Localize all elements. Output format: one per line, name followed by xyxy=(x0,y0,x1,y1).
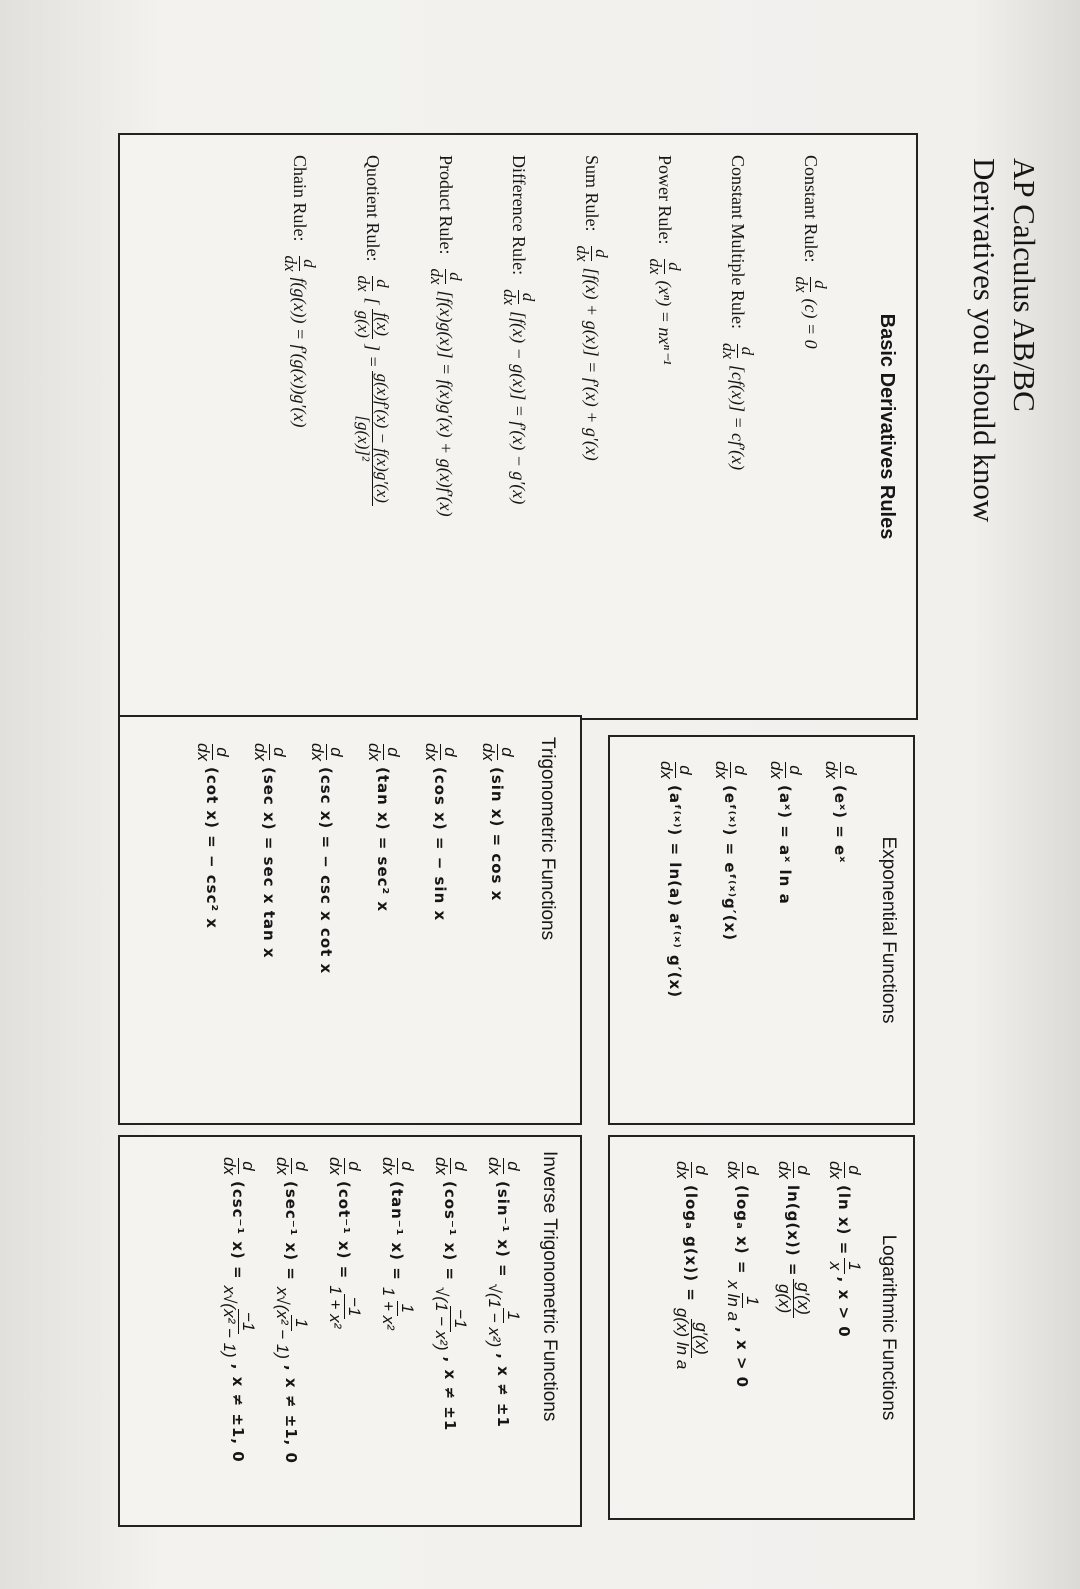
rule-label: Product Rule: xyxy=(436,155,456,255)
denominator: dx xyxy=(365,743,384,761)
numerator: d xyxy=(664,259,683,274)
fraction xyxy=(427,266,464,288)
numerator: d xyxy=(518,290,537,305)
denominator: x√(x² − 1) xyxy=(220,1285,239,1358)
denominator: dx xyxy=(308,743,327,761)
formula-text: (sin⁻¹ x) = xyxy=(494,1180,513,1278)
formula-text: (sec x) = sec x tan x xyxy=(260,766,279,959)
formula-text: (tan⁻¹ x) = xyxy=(388,1180,407,1281)
numerator: d xyxy=(344,1158,363,1173)
denominator: dx xyxy=(422,743,441,761)
fraction xyxy=(432,1284,469,1354)
rule-label: Constant Multiple Rule: xyxy=(728,155,748,329)
formula-text: (sin x) = cos x xyxy=(488,766,507,902)
formula-text: (c) = 0 xyxy=(801,298,821,349)
denominator: dx xyxy=(822,761,841,779)
formula-row xyxy=(792,155,829,698)
numerator: g′(x) xyxy=(793,1279,812,1317)
fraction xyxy=(354,371,391,506)
denominator: x xyxy=(826,1261,845,1271)
numerator: g′(x) xyxy=(691,1319,710,1357)
numerator: d xyxy=(291,1158,310,1173)
formula-row xyxy=(365,737,402,1103)
fraction xyxy=(775,1279,812,1317)
rule-label: Sum Rule: xyxy=(582,155,602,232)
formula-text: (cot⁻¹ x) = xyxy=(335,1180,354,1280)
denominator: dx xyxy=(500,289,519,306)
formula-text: (aˣ) = aˣ ln a xyxy=(776,784,795,905)
denominator: dx xyxy=(432,1157,451,1175)
fraction xyxy=(822,758,859,782)
denominator: √(1 − x²) xyxy=(485,1283,504,1348)
formula-row xyxy=(354,155,391,698)
denominator: g(x) ln a xyxy=(673,1307,692,1370)
formula-text: ] = xyxy=(363,343,383,368)
numerator: d xyxy=(445,269,464,284)
fraction xyxy=(826,1258,863,1273)
denominator: dx xyxy=(379,1157,398,1175)
formula-text: (sec⁻¹ x) = xyxy=(282,1180,301,1281)
numerator: g(x)f′(x) − f(x)g′(x) xyxy=(372,371,391,506)
numerator: d xyxy=(691,1162,710,1177)
fraction xyxy=(281,253,318,275)
fraction xyxy=(724,1158,761,1182)
formula-row xyxy=(273,1151,310,1511)
denominator: g(x) xyxy=(354,310,373,338)
numerator: d xyxy=(212,744,231,759)
formula-row xyxy=(822,755,859,1105)
denominator: dx xyxy=(719,343,738,360)
formula-row xyxy=(308,737,345,1103)
denominator: dx xyxy=(326,1157,345,1175)
fraction xyxy=(485,1154,522,1178)
denominator: dx xyxy=(485,1157,504,1175)
formula-row xyxy=(767,755,804,1105)
formula-row xyxy=(422,737,459,1103)
formula-text: [f(x) + g(x)] = f′(x) + g′(x) xyxy=(582,267,602,461)
formula-text: (eᶠ⁽ˣ⁾) = eᶠ⁽ˣ⁾g′(x) xyxy=(721,784,740,942)
formula-text: , x ≠ ±1, 0 xyxy=(282,1365,301,1464)
numerator: d xyxy=(675,762,694,777)
numerator: d xyxy=(503,1158,522,1173)
numerator: d xyxy=(785,762,804,777)
fraction xyxy=(500,286,537,308)
formula-text: [cf(x)] = cf′(x) xyxy=(728,365,748,471)
denominator: dx xyxy=(826,1161,845,1179)
formula-text: (csc⁻¹ x) = xyxy=(229,1180,248,1280)
fraction xyxy=(273,1154,310,1178)
fraction xyxy=(792,274,829,296)
formula-text: (cot x) = − csc² x xyxy=(203,766,222,929)
denominator: dx xyxy=(775,1161,794,1179)
formula-row xyxy=(281,155,318,698)
formula-text: [ xyxy=(363,297,383,305)
fraction xyxy=(251,740,288,764)
fraction xyxy=(379,1284,416,1333)
numerator: d xyxy=(383,744,402,759)
formula-row xyxy=(485,1151,522,1511)
denominator: dx xyxy=(354,275,373,292)
formula-text: (eˣ) = eˣ xyxy=(831,784,850,864)
denominator: dx xyxy=(194,743,213,761)
numerator: d xyxy=(450,1158,469,1173)
numerator: d xyxy=(299,256,318,271)
formula-row xyxy=(775,1155,812,1500)
section-heading: Basic Derivatives Rules xyxy=(876,313,898,540)
formula-text: (cos x) = − sin x xyxy=(431,766,450,922)
denominator: dx xyxy=(646,258,665,275)
inverse-trig-box xyxy=(118,1135,582,1527)
numerator: d xyxy=(730,762,749,777)
denominator: dx xyxy=(767,761,786,779)
title-subtitle: Derivatives you should know xyxy=(967,158,1002,523)
formula-row xyxy=(657,755,694,1105)
numerator: f(x) xyxy=(372,309,391,339)
numerator: d xyxy=(397,1158,416,1173)
fraction xyxy=(422,740,459,764)
fraction xyxy=(194,740,231,764)
formula-text: (logₐ x) = xyxy=(733,1184,752,1275)
section-heading: Trigonometric Functions xyxy=(537,737,558,941)
section-heading: Exponential Functions xyxy=(878,836,899,1024)
formula-row xyxy=(479,737,516,1103)
formula-text: [f(x) − g(x)] = f′(x) − g′(x) xyxy=(509,311,529,505)
basic-rules-box xyxy=(118,133,918,720)
exponential-box xyxy=(608,735,915,1125)
numerator: −1 xyxy=(344,1294,363,1319)
numerator: d xyxy=(372,276,391,291)
fraction xyxy=(326,1282,363,1331)
denominator: 1 + x² xyxy=(379,1286,398,1330)
denominator: 1 + x² xyxy=(326,1285,345,1329)
formula-text: , x ≠ ±1 xyxy=(494,1353,513,1428)
denominator: dx xyxy=(712,761,731,779)
formula-row xyxy=(220,1151,257,1511)
fraction xyxy=(719,340,756,362)
numerator: −1 xyxy=(450,1306,469,1331)
fraction xyxy=(673,1158,710,1182)
denominator: [g(x)]² xyxy=(354,415,373,462)
fraction xyxy=(326,1154,363,1178)
formula-text: (csc x) = − csc x cot x xyxy=(317,766,336,975)
formula-text: ln(g(x)) = xyxy=(784,1184,803,1277)
denominator: dx xyxy=(573,245,592,262)
denominator: dx xyxy=(792,276,811,293)
formula-row xyxy=(646,155,683,698)
denominator: dx xyxy=(273,1157,292,1175)
formula-row xyxy=(719,155,756,698)
denominator: x√(x² − 1) xyxy=(273,1286,292,1360)
rule-label: Chain Rule: xyxy=(290,155,310,242)
formula-row xyxy=(573,155,610,698)
formula-row xyxy=(251,737,288,1103)
document-title xyxy=(964,158,1044,522)
numerator: d xyxy=(793,1162,812,1177)
denominator: dx xyxy=(281,255,300,272)
numerator: d xyxy=(326,744,345,759)
denominator: dx xyxy=(220,1157,239,1175)
formula-text: , x ≠ ±1, 0 xyxy=(229,1363,248,1463)
fraction xyxy=(365,740,402,764)
formula-text: f(g(x)) = f′(g(x))g′(x) xyxy=(290,277,310,428)
section-heading: Logarithmic Functions xyxy=(878,1234,899,1421)
formula-text: (aᶠ⁽ˣ⁾) = ln(a) aᶠ⁽ˣ⁾ g′(x) xyxy=(666,784,685,999)
denominator: g(x) xyxy=(775,1284,794,1314)
fraction xyxy=(485,1281,522,1351)
title-course: AP Calculus AB/BC xyxy=(1007,158,1042,412)
numerator: 1 xyxy=(844,1258,863,1273)
formula-row xyxy=(826,1155,863,1500)
numerator: d xyxy=(591,246,610,261)
numerator: d xyxy=(238,1158,257,1173)
numerator: d xyxy=(844,1162,863,1177)
rule-label: Difference Rule: xyxy=(509,155,529,276)
denominator: x ln a xyxy=(724,1280,743,1322)
formula-row xyxy=(427,155,464,698)
numerator: d xyxy=(742,1162,761,1177)
fraction xyxy=(646,256,683,278)
rule-label: Quotient Rule: xyxy=(363,155,383,262)
fraction xyxy=(479,740,516,764)
formula-text: , x ≠ ±1 xyxy=(441,1356,460,1432)
formula-row xyxy=(379,1151,416,1511)
formula-row xyxy=(724,1155,761,1500)
numerator: 1 xyxy=(503,1308,522,1323)
numerator: d xyxy=(810,277,829,292)
fraction xyxy=(573,243,610,265)
numerator: 1 xyxy=(742,1293,761,1308)
fraction xyxy=(775,1158,812,1182)
numerator: 1 xyxy=(397,1301,416,1316)
numerator: d xyxy=(269,744,288,759)
denominator: dx xyxy=(724,1161,743,1179)
logarithmic-box xyxy=(608,1135,915,1520)
rule-label: Constant Rule: xyxy=(801,155,821,263)
trigonometric-box xyxy=(118,715,582,1125)
fraction xyxy=(712,758,749,782)
formula-text: (logₐ g(x)) = xyxy=(682,1184,701,1302)
formula-row xyxy=(432,1151,469,1511)
section-heading: Inverse Trigonometric Functions xyxy=(539,1151,560,1422)
formula-text: , x > 0 xyxy=(835,1276,854,1338)
denominator: dx xyxy=(427,268,446,285)
formula-row xyxy=(500,155,537,698)
rule-label: Power Rule: xyxy=(655,155,675,245)
denominator: dx xyxy=(251,743,270,761)
denominator: dx xyxy=(479,743,498,761)
fraction xyxy=(354,308,391,341)
numerator: d xyxy=(840,762,859,777)
denominator: dx xyxy=(657,761,676,779)
formula-text: (xⁿ) = nxⁿ⁻¹ xyxy=(655,280,675,365)
numerator: −1 xyxy=(238,1309,257,1334)
formula-row xyxy=(326,1151,363,1511)
numerator: d xyxy=(440,744,459,759)
fraction xyxy=(767,758,804,782)
fraction xyxy=(673,1305,710,1372)
formula-row xyxy=(712,755,749,1105)
fraction xyxy=(354,273,391,295)
fraction xyxy=(308,740,345,764)
fraction xyxy=(724,1277,761,1324)
denominator: dx xyxy=(673,1161,692,1179)
numerator: d xyxy=(737,344,756,359)
formula-row xyxy=(194,737,231,1103)
formula-text: , x > 0 xyxy=(733,1327,752,1389)
formula-text: (cos⁻¹ x) = xyxy=(441,1180,460,1281)
denominator: √(1 − x²) xyxy=(432,1286,451,1351)
formula-text: [f(x)g(x)] = f(x)g′(x) + g(x)f′(x) xyxy=(436,290,456,517)
numerator: d xyxy=(497,744,516,759)
numerator: 1 xyxy=(291,1315,310,1330)
formula-text: (tan x) = sec² x xyxy=(374,766,393,913)
fraction xyxy=(379,1154,416,1178)
fraction xyxy=(220,1154,257,1178)
formula-row xyxy=(673,1155,710,1500)
formula-text: (ln x) = xyxy=(835,1184,854,1256)
fraction xyxy=(432,1154,469,1178)
fraction xyxy=(657,758,694,782)
fraction xyxy=(273,1284,310,1362)
fraction xyxy=(220,1283,257,1361)
fraction xyxy=(826,1158,863,1182)
